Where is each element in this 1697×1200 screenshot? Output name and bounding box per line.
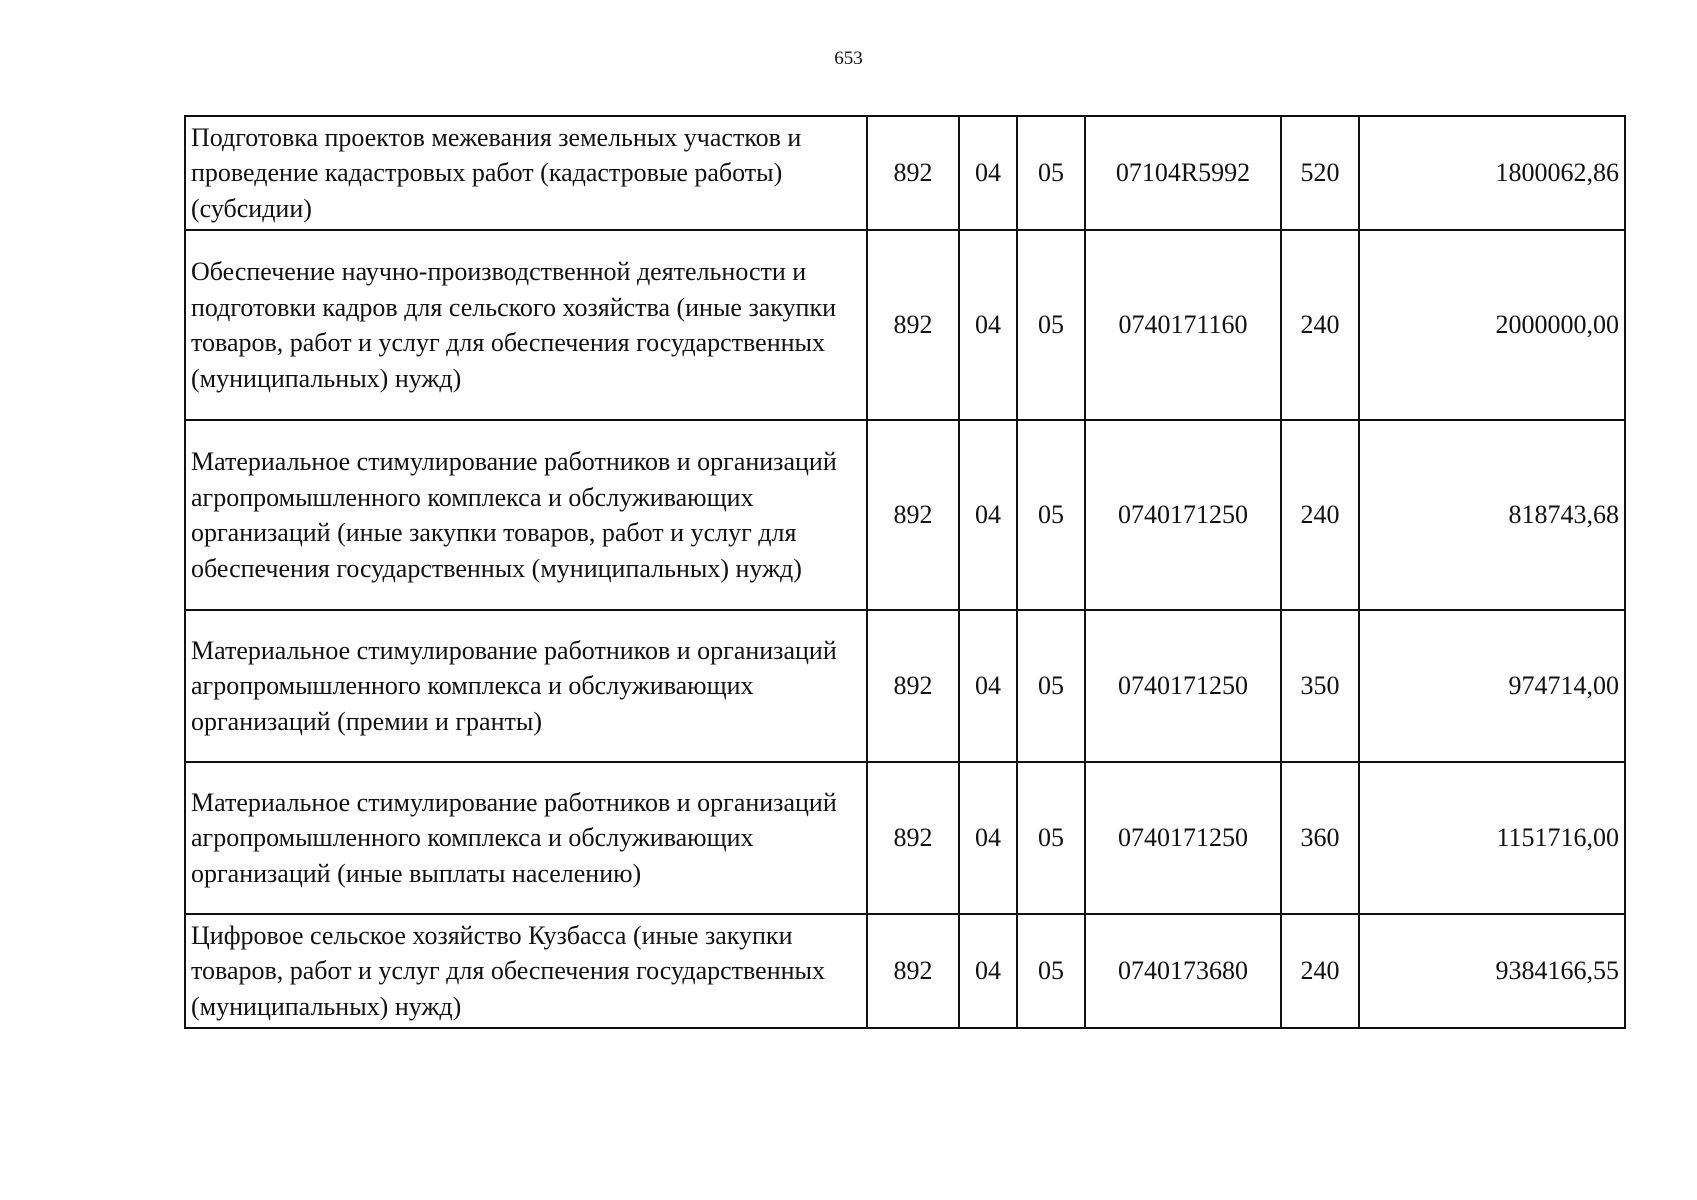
section-code: 04 — [959, 116, 1017, 230]
table-row — [185, 610, 1625, 762]
table-row — [185, 230, 1625, 420]
amount: 1800062,86 — [1359, 116, 1625, 230]
row-description: Материальное стимулирование работников и организаций агропромышленного комплекса и обслуживающих организаций (иные закупки товаров, работ и услуг для обеспечения государственных (муниципальных) нужд) — [185, 420, 867, 610]
expense-type-code: 350 — [1281, 610, 1359, 762]
amount: 818743,68 — [1359, 420, 1625, 610]
subsection-code: 05 — [1017, 914, 1085, 1028]
department-code: 892 — [867, 914, 959, 1028]
section-code: 04 — [959, 610, 1017, 762]
department-code: 892 — [867, 762, 959, 914]
target-item-code: 0740171160 — [1085, 230, 1281, 420]
department-code: 892 — [867, 420, 959, 610]
target-item-code: 0740171250 — [1085, 762, 1281, 914]
row-description: Цифровое сельское хозяйство Кузбасса (иные закупки товаров, работ и услуг для обеспечения государственных (муниципальных) нужд) — [185, 914, 867, 1028]
subsection-code: 05 — [1017, 420, 1085, 610]
subsection-code: 05 — [1017, 116, 1085, 230]
table-row — [185, 914, 1625, 1028]
section-code: 04 — [959, 914, 1017, 1028]
department-code: 892 — [867, 610, 959, 762]
section-code: 04 — [959, 230, 1017, 420]
amount: 9384166,55 — [1359, 914, 1625, 1028]
department-code: 892 — [867, 230, 959, 420]
subsection-code: 05 — [1017, 230, 1085, 420]
amount: 2000000,00 — [1359, 230, 1625, 420]
row-description: Материальное стимулирование работников и организаций агропромышленного комплекса и обслуживающих организаций (премии и гранты) — [185, 610, 867, 762]
expense-type-code: 520 — [1281, 116, 1359, 230]
row-description: Материальное стимулирование работников и организаций агропромышленного комплекса и обслуживающих организаций (иные выплаты населению) — [185, 762, 867, 914]
page-number: 653 — [834, 48, 863, 69]
department-code: 892 — [867, 116, 959, 230]
expense-type-code: 360 — [1281, 762, 1359, 914]
expense-type-code: 240 — [1281, 420, 1359, 610]
section-code: 04 — [959, 420, 1017, 610]
target-item-code: 0740171250 — [1085, 610, 1281, 762]
table-row — [185, 116, 1625, 230]
subsection-code: 05 — [1017, 762, 1085, 914]
expense-type-code: 240 — [1281, 914, 1359, 1028]
target-item-code: 0740173680 — [1085, 914, 1281, 1028]
table-row — [185, 762, 1625, 914]
amount: 1151716,00 — [1359, 762, 1625, 914]
row-description: Обеспечение научно-производственной деятельности и подготовки кадров для сельского хозяйства (иные закупки товаров, работ и услуг для обеспечения государственных (муниципальных) нужд) — [185, 230, 867, 420]
table-row — [185, 420, 1625, 610]
subsection-code: 05 — [1017, 610, 1085, 762]
budget-table — [184, 115, 1626, 1029]
target-item-code: 0740171250 — [1085, 420, 1281, 610]
target-item-code: 07104R5992 — [1085, 116, 1281, 230]
expense-type-code: 240 — [1281, 230, 1359, 420]
section-code: 04 — [959, 762, 1017, 914]
amount: 974714,00 — [1359, 610, 1625, 762]
row-description: Подготовка проектов межевания земельных участков и проведение кадастровых работ (кадастровые работы) (субсидии) — [185, 116, 867, 230]
